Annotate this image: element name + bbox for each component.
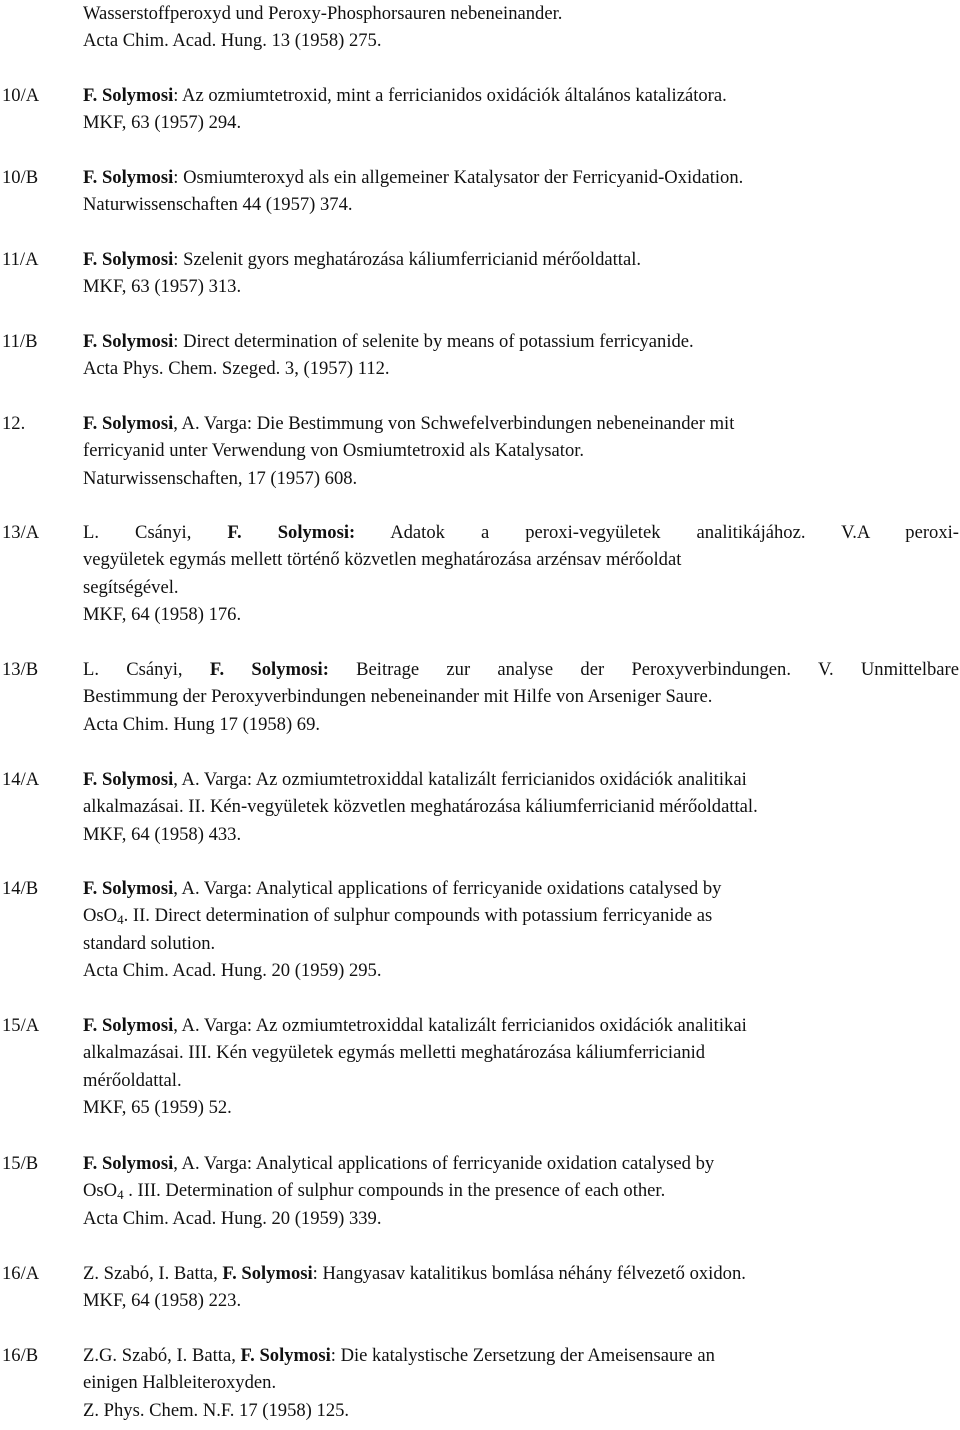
citation-text: Naturwissenschaften, 17 (1957) 608. (83, 467, 358, 489)
citation-text: Acta Chim. Acad. Hung. 20 (1959) 339. (83, 1207, 382, 1229)
citation-text: standard solution. (83, 932, 216, 954)
citation-line (83, 656, 959, 683)
citation-line (83, 1067, 959, 1094)
citation-text: Adatok a peroxi-vegyületek analitikájához. V.A peroxi- (355, 522, 959, 543)
citation-line (83, 191, 959, 218)
author-highlight: F. Solymosi (83, 413, 174, 434)
citation-line (83, 766, 959, 793)
entry-number: 11/B (2, 331, 38, 352)
citation-line (83, 273, 959, 300)
citation-line (83, 1094, 959, 1121)
citation-text: , A. Varga: Az ozmiumtetroxiddal katalizált ferricianidos oxidációk analitikai (173, 769, 747, 790)
citation-text: , A. Varga: Die Bestimmung von Schwefelverbindungen nebeneinander mit (173, 413, 735, 434)
subscript: 4 (117, 912, 124, 928)
entry-number: 16/B (2, 1345, 39, 1366)
citation-text: : Az ozmiumtetroxid, mint a ferricianidos oxidációk általános katalizátora. (173, 85, 727, 106)
citation-line (83, 1369, 959, 1396)
entry-number: 16/A (2, 1263, 40, 1284)
citation-text: . II. Direct determination of sulphur compounds with potassium ferricyanide as (123, 905, 713, 927)
author-highlight: F. Solymosi (83, 85, 174, 106)
citation-text: : Szelenit gyors meghatározása káliumferricianid mérőoldattal. (173, 249, 642, 270)
entry-citation (83, 0, 959, 55)
entry-citation (83, 1012, 959, 1122)
citation-text: einigen Halbleiteroxyden. (83, 1372, 277, 1394)
entry-number: 15/B (2, 1153, 39, 1174)
citation-line (83, 1177, 959, 1204)
citation-line (83, 875, 959, 902)
entry-number: 13/B (2, 659, 39, 680)
entry-citation (83, 519, 959, 629)
author-highlight: F. Solymosi: (227, 522, 356, 543)
citation-text: L. Csányi, (83, 522, 228, 543)
citation-line (83, 1205, 959, 1232)
citation-text: MKF, 64 (1958) 176. (83, 604, 242, 626)
entry-citation (83, 875, 959, 985)
subscript: 4 (117, 1187, 124, 1203)
citation-text: Acta Chim. Acad. Hung. 13 (1958) 275. (83, 30, 382, 52)
entry-citation (83, 656, 959, 738)
citation-line (83, 82, 959, 109)
citation-line (83, 27, 959, 54)
entry-number: 13/A (2, 522, 40, 543)
citation-line (83, 1039, 959, 1066)
author-highlight: F. Solymosi (222, 1263, 313, 1284)
citation-text: Z.G. Szabó, I. Batta, (83, 1345, 241, 1366)
citation-text: : Hangyasav katalitikus bomlása néhány félvezető oxidon. (312, 1263, 746, 1284)
citation-text: MKF, 64 (1958) 223. (83, 1290, 242, 1312)
citation-text: Acta Chim. Acad. Hung. 20 (1959) 295. (83, 960, 382, 982)
citation-line (83, 1287, 959, 1314)
citation-line (83, 328, 959, 355)
citation-line (83, 793, 959, 820)
citation-text: Bestimmung der Peroxyverbindungen nebeneinander mit Hilfe von Arseniger Saure. (83, 686, 713, 708)
citation-text: MKF, 63 (1957) 294. (83, 112, 242, 134)
entry-number: 10/B (2, 167, 39, 188)
entry-citation (83, 82, 959, 137)
citation-line (83, 355, 959, 382)
citation-line (83, 930, 959, 957)
entry-number: 14/A (2, 769, 40, 790)
citation-line (83, 683, 959, 710)
citation-line (83, 465, 959, 492)
citation-text: Z. Szabó, I. Batta, (83, 1263, 223, 1284)
citation-text: Acta Chim. Hung 17 (1958) 69. (83, 713, 321, 735)
entry-citation (83, 1342, 959, 1424)
citation-line (83, 711, 959, 738)
citation-line (83, 437, 959, 464)
citation-line (83, 902, 959, 929)
citation-line (83, 821, 959, 848)
citation-line (83, 246, 959, 273)
citation-text: , A. Varga: Analytical applications of ferricyanide oxidation catalysed by (173, 1153, 715, 1174)
author-highlight: F. Solymosi (83, 878, 174, 899)
citation-text: alkalmazásai. III. Kén vegyületek egymás melletti meghatározása káliumferricianid (83, 1042, 706, 1064)
citation-text: alkalmazásai. II. Kén-vegyületek közvetlen meghatározása káliumferricianid mérőoldattal. (83, 796, 758, 818)
citation-line (83, 601, 959, 628)
citation-line (83, 410, 959, 437)
citation-line (83, 574, 959, 601)
entry-number: 14/B (2, 878, 39, 899)
citation-text: , A. Varga: Analytical applications of ferricyanide oxidations catalysed by (173, 878, 722, 899)
citation-text: Acta Phys. Chem. Szeged. 3, (1957) 112. (83, 358, 390, 380)
citation-line (83, 0, 959, 27)
citation-line (83, 1397, 959, 1424)
citation-text: Beitrage zur analyse der Peroxyverbindungen. V. Unmittelbare (328, 659, 959, 680)
author-highlight: F. Solymosi (83, 167, 174, 188)
entry-number: 15/A (2, 1015, 40, 1036)
entry-number: 11/A (2, 249, 39, 270)
author-highlight: F. Solymosi (83, 1153, 174, 1174)
citation-text: MKF, 65 (1959) 52. (83, 1097, 232, 1119)
citation-text: ferricyanid unter Verwendung von Osmiumtetroxid als Katalysator. (83, 440, 585, 462)
citation-line (83, 1260, 959, 1287)
author-highlight: F. Solymosi (83, 1015, 174, 1036)
citation-text: segítségével. (83, 576, 179, 598)
citation-text: : Direct determination of selenite by means of potassium ferricyanide. (173, 331, 694, 352)
citation-line (83, 109, 959, 136)
citation-text: , A. Varga: Az ozmiumtetroxiddal katalizált ferricianidos oxidációk analitikai (173, 1015, 747, 1036)
citation-line (83, 957, 959, 984)
author-highlight: F. Solymosi (83, 331, 174, 352)
citation-text: OsO (83, 905, 118, 927)
entry-citation (83, 246, 959, 301)
citation-line (83, 1150, 959, 1177)
author-highlight: F. Solymosi: (209, 659, 329, 680)
citation-text: vegyületek egymás mellett történő közvetlen meghatározása arzénsav mérőoldat (83, 549, 682, 571)
author-highlight: F. Solymosi (240, 1345, 331, 1366)
citation-text: mérőoldattal. (83, 1069, 182, 1091)
citation-text: Wasserstoffperoxyd und Peroxy-Phosphorsauren nebeneinander. (83, 3, 563, 24)
citation-text: L. Csányi, (83, 659, 210, 680)
citation-line (83, 1342, 959, 1369)
entry-number: 12. (2, 413, 26, 434)
entry-number: 10/A (2, 85, 40, 106)
citation-text: : Osmiumteroxyd als ein allgemeiner Katalysator der Ferricyanid-Oxidation. (173, 167, 744, 188)
citation-text: OsO (83, 1180, 118, 1202)
citation-text: MKF, 64 (1958) 433. (83, 823, 242, 845)
citation-line (83, 164, 959, 191)
citation-text: Z. Phys. Chem. N.F. 17 (1958) 125. (83, 1399, 350, 1421)
entry-citation (83, 410, 959, 492)
entry-citation (83, 164, 959, 219)
entry-citation (83, 328, 959, 383)
citation-text: MKF, 63 (1957) 313. (83, 276, 242, 298)
citation-line (83, 1012, 959, 1039)
citation-line (83, 519, 959, 546)
author-highlight: F. Solymosi (83, 769, 174, 790)
citation-text: . III. Determination of sulphur compounds in the presence of each other. (123, 1180, 666, 1202)
author-highlight: F. Solymosi (83, 249, 174, 270)
entry-citation (83, 1260, 959, 1315)
citation-line (83, 546, 959, 573)
entry-citation (83, 1150, 959, 1232)
citation-text: Naturwissenschaften 44 (1957) 374. (83, 194, 353, 216)
entry-citation (83, 766, 959, 848)
citation-text: : Die katalystische Zersetzung der Ameisensaure an (330, 1345, 715, 1366)
